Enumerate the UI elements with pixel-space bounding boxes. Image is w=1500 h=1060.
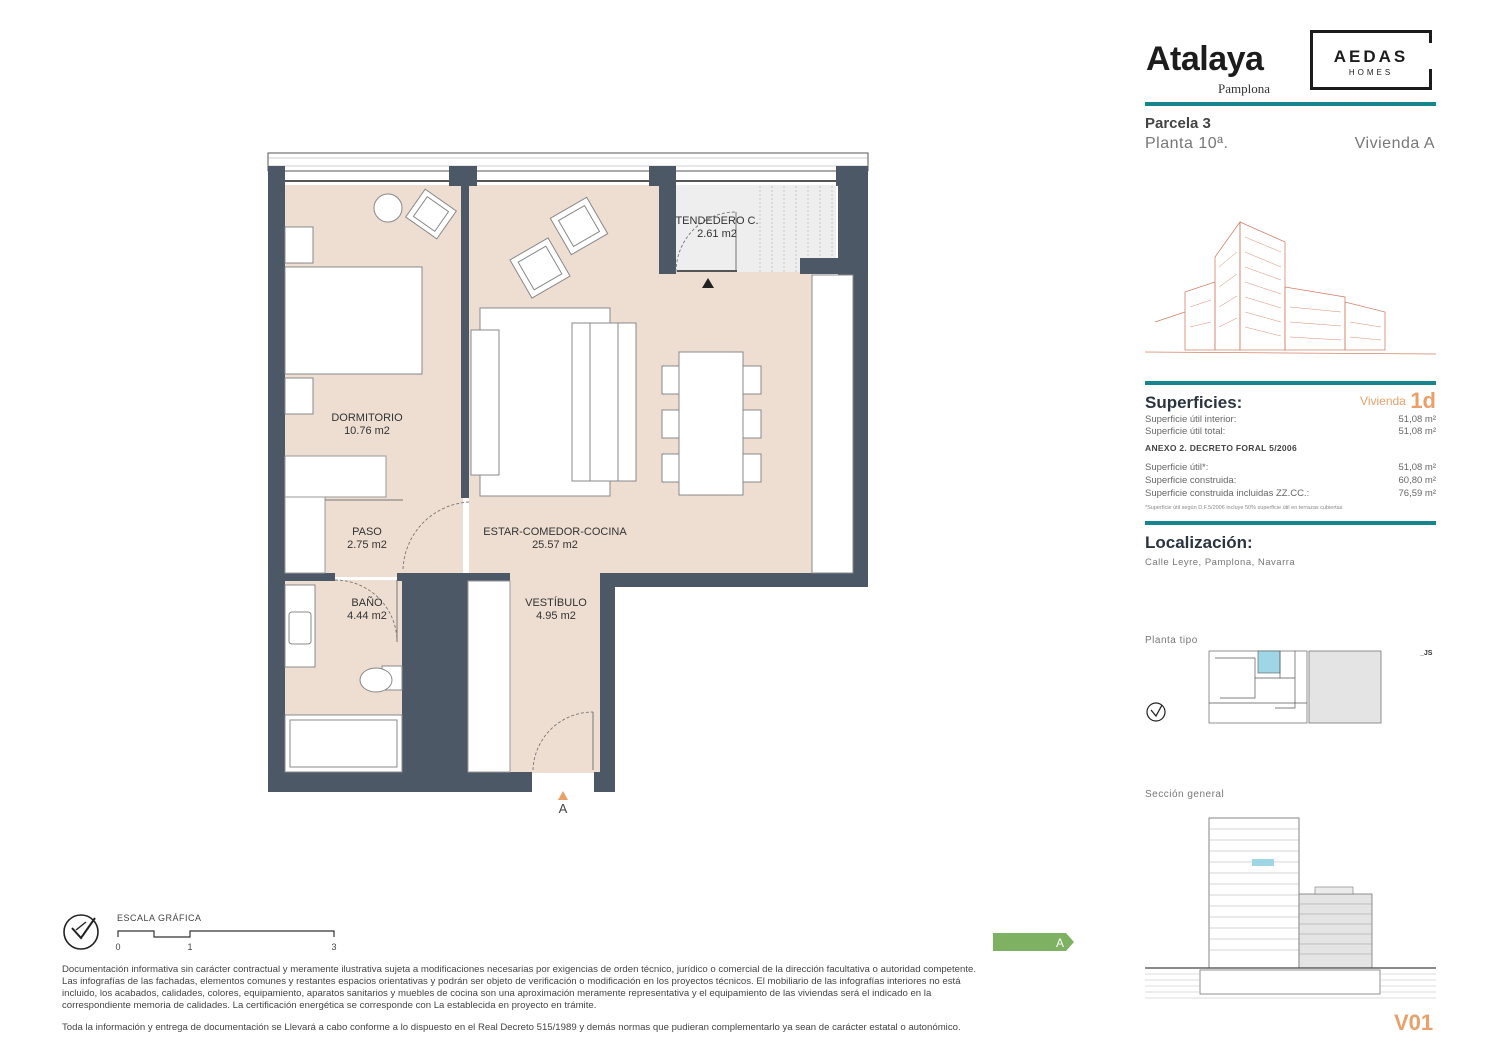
page-code: V01	[1394, 1010, 1434, 1035]
disclaimer-line: correspondiente memoria de calidades. La certificación energética se corresponde con La establecida en proyecto en trámite.	[62, 1000, 597, 1011]
room-area-estar: 25.57 m2	[532, 539, 578, 551]
surface-row	[1145, 414, 1436, 425]
scale-tick-3: 3	[331, 942, 337, 952]
unit-type	[1290, 388, 1436, 414]
surface-row	[1145, 426, 1436, 437]
surfaces-footnote: *Superficie útil según D.F.5/2006 incluye 50% superficie útil en terrazas cubiertas	[1145, 505, 1343, 511]
annex-row-label: Superficie construida incluidas ZZ.CC.:	[1145, 488, 1310, 499]
room-name-estar: ESTAR-COMEDOR-COCINA	[483, 526, 627, 538]
surface-row-value: 51,08 m²	[1398, 426, 1436, 437]
surface-row-label: Superficie útil total:	[1145, 426, 1226, 437]
keyplan-mark: _JS	[1420, 650, 1433, 657]
parcel-label: Parcela 3	[1145, 115, 1211, 132]
annex-row	[1145, 488, 1436, 499]
location-title: Localización:	[1145, 533, 1253, 552]
unit-type-label: Vivienda	[1360, 394, 1406, 408]
window-band	[268, 153, 868, 171]
annex-row	[1145, 462, 1436, 473]
surface-row-value: 51,08 m²	[1398, 414, 1436, 425]
scale-tick-1: 1	[187, 942, 193, 952]
location-address: Calle Leyre, Pamplona, Navarra	[1145, 557, 1296, 568]
room-area-bano: 4.44 m2	[347, 610, 387, 622]
kitchen-counter	[812, 275, 853, 573]
floor-label: Planta 10ª.	[1145, 135, 1229, 152]
disclaimer-line: Toda la información y entrega de documentación se Llevará a cabo conforme a lo dispuesto en el Real Decreto 515/1989 y demás normas que pudieran complementarlo ya sean de carácter estatal o autonómico.	[62, 1022, 961, 1033]
room-name-bano: BAÑO	[351, 597, 383, 609]
surface-row-label: Superficie útil interior:	[1145, 414, 1237, 425]
building-sketch	[1145, 212, 1436, 358]
keyplan-drawing	[1145, 648, 1436, 728]
energy-label: A	[1055, 936, 1065, 950]
hall-closet	[285, 497, 325, 573]
room-area-dormitorio: 10.76 m2	[344, 425, 390, 437]
divider	[1145, 521, 1436, 525]
surfaces-title: Superficies:	[1145, 393, 1243, 412]
brand-subtitle: Pamplona	[1218, 81, 1270, 96]
disclaimer-line: incluido, los acabados, calidades, colores, equipamiento, aparatos sanitarios y muebles de cocina son una aproximación meramente representativa y el equipamiento de las viviendas será el indicado en la	[62, 988, 932, 999]
divider	[1145, 102, 1436, 106]
entrance-label: A	[558, 801, 568, 816]
scale-tick-0: 0	[115, 942, 121, 952]
annex-title: ANEXO 2. DECRETO FORAL 5/2006	[1145, 443, 1297, 453]
brand-title: Atalaya	[1146, 40, 1264, 78]
entry-closet	[468, 581, 510, 772]
section-drawing	[1145, 812, 1436, 1004]
annex-row-value: 76,59 m²	[1398, 488, 1436, 499]
keyplan-title: Planta tipo	[1145, 635, 1198, 646]
logo-main: AEDAS	[1333, 47, 1409, 66]
disclaimer-line: Documentación informativa sin carácter contractual y meramente ilustrativa sujeta a modificaciones necesarias por exigencias de orden técnico, jurídico o comercial de la dirección facultativa o autoridad competente.	[62, 964, 977, 975]
unit-type-value: 1d	[1410, 388, 1436, 413]
room-name-tendedero: TENDEDERO C.	[675, 215, 759, 227]
wardrobe	[285, 456, 386, 497]
room-name-vestibulo: VESTÍBULO	[525, 597, 587, 609]
annex-row-label: Superficie construida:	[1145, 475, 1237, 486]
section-title: Sección general	[1145, 789, 1225, 800]
logo-sub: HOMES	[1348, 68, 1394, 77]
annex-row-label: Superficie útil*:	[1145, 462, 1209, 473]
divider	[1145, 381, 1436, 385]
room-area-vestibulo: 4.95 m2	[536, 610, 576, 622]
room-name-dormitorio: DORMITORIO	[331, 412, 403, 424]
unit-label: Vivienda A	[1354, 135, 1435, 152]
scale-title: ESCALA GRÁFICA	[117, 913, 202, 923]
keyplan-north-icon	[1147, 703, 1165, 721]
room-area-tendedero: 2.61 m2	[697, 228, 737, 240]
entrance-arrow-icon	[558, 791, 568, 800]
room-area-paso: 2.75 m2	[347, 539, 387, 551]
north-arrow-icon	[64, 915, 98, 949]
room-name-paso: PASO	[352, 526, 382, 538]
disclaimer-line: Las infografías de las fachadas, elementos comunes y restantes espacios orientativas y podrán ser objeto de verificación o modificación en los proyectos técnicos. El mobiliario de las infografías interiores no está	[62, 976, 961, 987]
annex-row-value: 51,08 m²	[1398, 462, 1436, 473]
aedas-logo	[1310, 30, 1432, 90]
scale-bar	[118, 931, 334, 937]
annex-row	[1145, 475, 1436, 486]
annex-row-value: 60,80 m²	[1398, 475, 1436, 486]
